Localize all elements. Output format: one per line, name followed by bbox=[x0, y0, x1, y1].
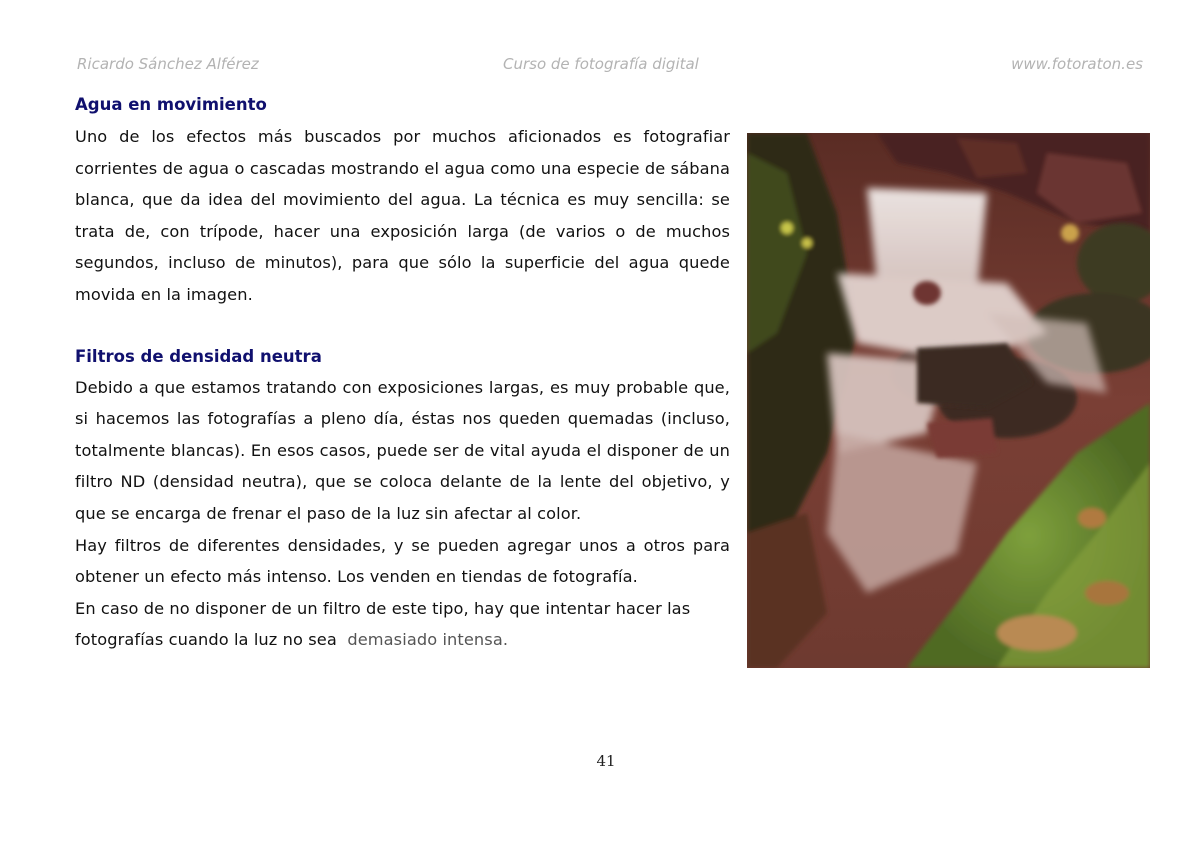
main-text-column bbox=[75, 93, 730, 656]
header-course-title: Curso de fotografía digital bbox=[503, 55, 699, 73]
section-spacer bbox=[75, 311, 730, 342]
header-author: Ricardo Sánchez Alférez bbox=[77, 55, 259, 73]
header-website: www.fotoraton.es bbox=[1011, 55, 1143, 73]
paragraph-filtros-alternativa-end: demasiado intensa. bbox=[347, 630, 509, 650]
running-header bbox=[77, 55, 1143, 77]
section-heading-agua-en-movimiento: Agua en movimiento bbox=[75, 95, 267, 114]
paragraph-filtros-densidades: Hay filtros de diferentes densidades, y se pueden agregar unos a otros para obtener un efecto más intenso. Los venden en tiendas de fotografía. bbox=[75, 535, 730, 587]
section-heading-filtros-densidad-neutra: Filtros de densidad neutra bbox=[75, 346, 322, 366]
waterfall-photo bbox=[747, 133, 1150, 668]
paragraph-filtros-alternativa-text: En caso de no disponer de un filtro de este tipo, hay que intentar hacer las fotografías cuando la luz no sea bbox=[75, 598, 691, 650]
paragraph-filtros-intro: Debido a que estamos tratando con exposiciones largas, es muy probable que, si hacemos las fotografías a pleno día, éstas nos queden quemadas (incluso, totalmente blancas). En esos casos, puede ser de vital ayuda el disponer de un filtro ND (densidad neutra), que se coloca delante de la lente del objetivo, y que se encarga de frenar el paso de la luz sin afectar al color. bbox=[75, 377, 730, 523]
paragraph-filtros-alternativa bbox=[75, 593, 730, 656]
waterfall-photo-illustration bbox=[747, 133, 1150, 668]
paragraph-agua-en-movimiento: Uno de los efectos más buscados por muchos aficionados es fotografiar corrientes de agua o cascadas mostrando el agua como una especie de sábana blanca, que da idea del movimiento del agua. La técnica es muy sencilla: se trata de, con trípode, hacer una exposición larga (de varios o de muchos segundos, incluso de minutos), para que sólo la superficie del agua quede movida en la imagen. bbox=[75, 127, 730, 304]
page-number: 41 bbox=[596, 752, 616, 770]
